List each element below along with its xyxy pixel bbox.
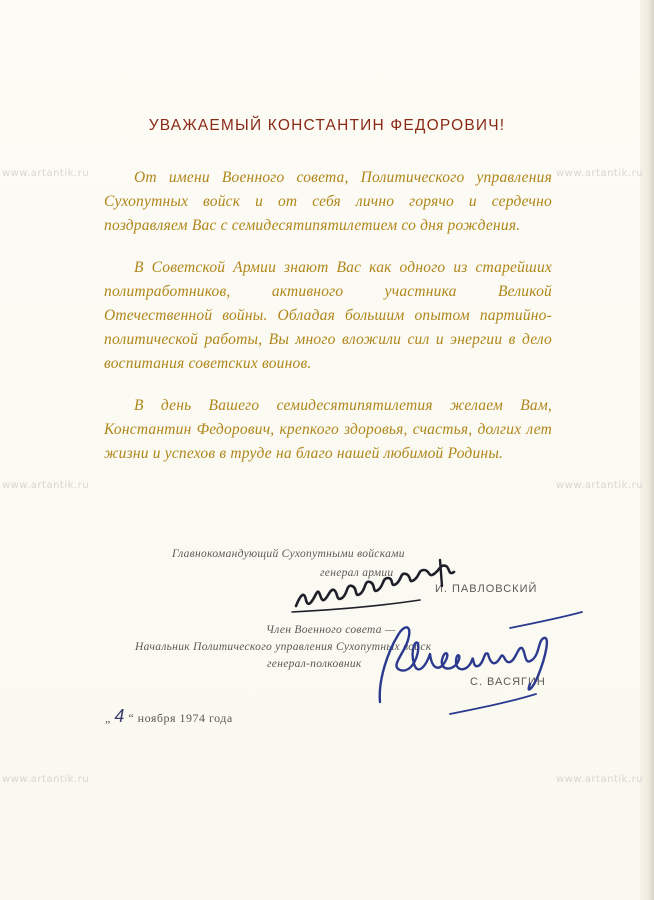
letter-date <box>105 706 233 727</box>
signatory-2-position-line2: Начальник Политического управления Сухопутных войск <box>135 641 432 653</box>
letter-paragraph: В Советской Армии знают Вас как одного из старейших политработников, активного участника Великой Отечественной войны. Обладая большим опытом партийно-политической работы, Вы много вложили сил и энергии в дело воспитания советских воинов. <box>104 259 552 372</box>
signatory-1-rank: генерал армии <box>320 567 394 579</box>
watermark: www.artantik.ru <box>2 168 90 179</box>
letter-body <box>104 166 552 484</box>
watermark: www.artantik.ru <box>2 480 90 491</box>
signatory-2-rank: генерал-полковник <box>267 658 362 670</box>
signatory-1-position: Главнокомандующий Сухопутными войсками <box>172 548 405 560</box>
date-close-quote: “ <box>128 711 135 725</box>
watermark: www.artantik.ru <box>556 168 644 179</box>
date-month-year: ноября 1974 года <box>137 711 233 725</box>
paper-edge <box>640 0 654 900</box>
signatory-2-name: С. ВАСЯГИН <box>470 676 546 688</box>
signature-1-handwritten <box>290 556 480 616</box>
letter-paragraph: От имени Военного совета, Политического управления Сухопутных войск и от себя лично горячо и сердечно поздравляем Вас с семидесятипятилетием со дня рождения. <box>104 169 552 234</box>
letter-paragraph: В день Вашего семидесятипятилетия желаем Вам, Константин Федорович, крепкого здоровья, счастья, долгих лет жизни и успехов в труде на благо нашей любимой Родины. <box>104 397 552 462</box>
date-open-quote: „ <box>105 711 111 725</box>
watermark: www.artantik.ru <box>2 774 90 785</box>
signatory-1-name: И. ПАВЛОВСКИЙ <box>435 583 538 595</box>
signature-2-handwritten <box>360 610 590 720</box>
watermark: www.artantik.ru <box>556 774 644 785</box>
signatory-2-position-line1: Член Военного совета — <box>266 624 396 636</box>
salutation-heading: УВАЖАЕМЫЙ КОНСТАНТИН ФЕДОРОВИЧ! <box>148 117 506 134</box>
watermark: www.artantik.ru <box>556 480 644 491</box>
date-day: 4 <box>114 706 125 726</box>
